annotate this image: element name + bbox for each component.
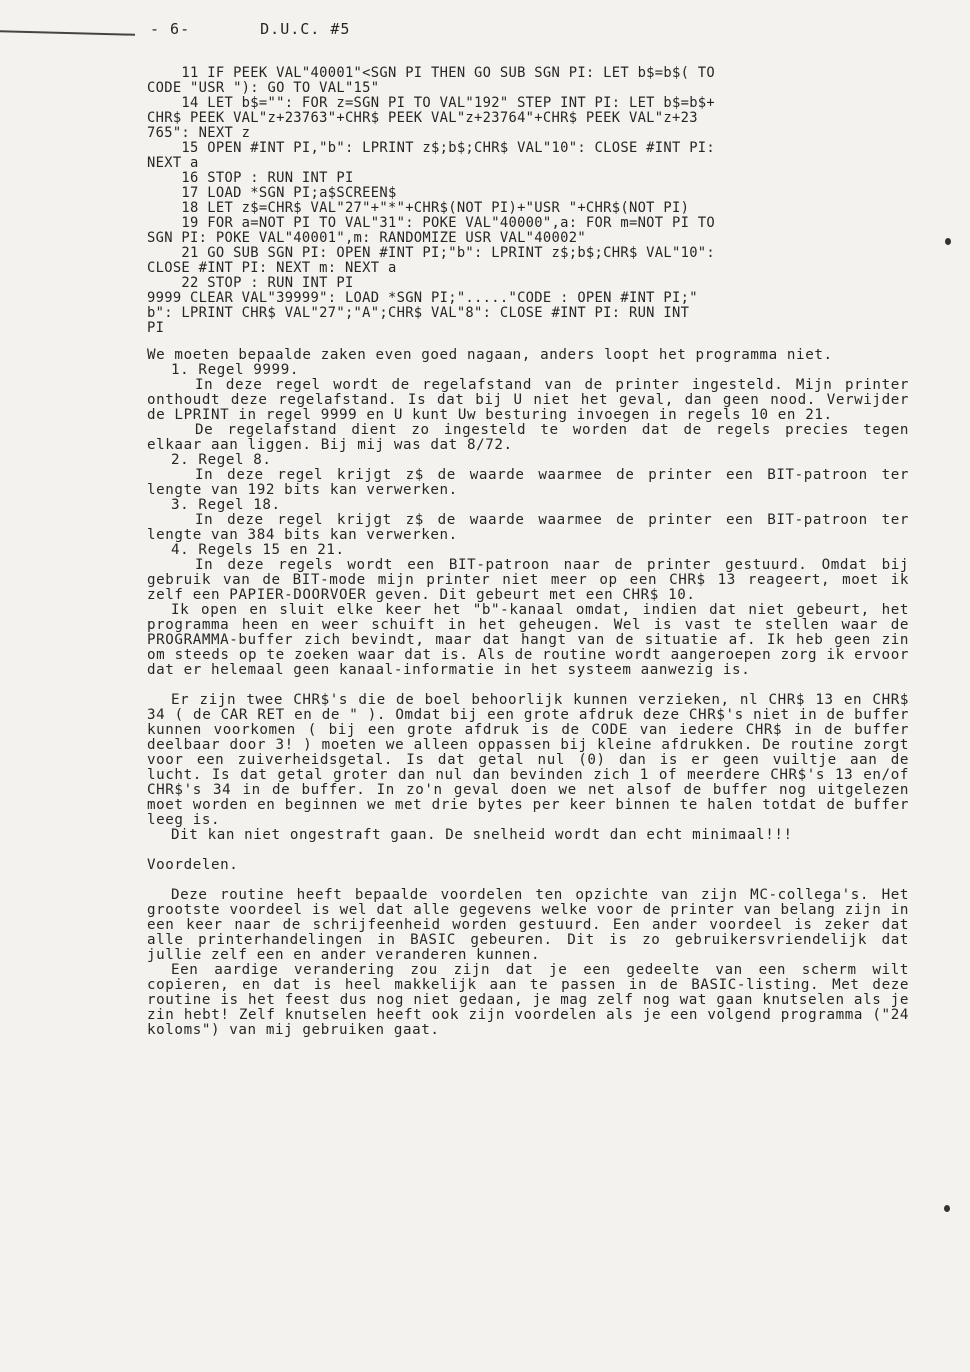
listing-line: 11 IF PEEK VAL"40001"<SGN PI THEN GO SUB SGN PI: LET b$=b$( TO [147,65,716,81]
paragraph: Er zijn twee CHR$'s die de boel behoorlijk kunnen verzieken, nl CHR$ 13 en CHR$ 34 ( de CAR RET en de " ). Omdat bij een grote afdruk deze CHR$'s niet in de buffer kunnen voorkomen ( bij een grote afdruk is de CODE van iedere CHR$ in de buffer deelbaar door 3! ) moeten we alleen oppassen bij kleine afdrukken. De routine zorgt voor een zuiverheidsgetal. Is dat getal nul (0) dan is er geen vuiltje aan de lucht. Is dat getal groter dan nul dan bevinden zich 1 of meerdere CHR$'s 13 en/of CHR$'s 34 in de buffer. In zo'n geval doen we net alsof de buffer nog uitgelezen moet worden en beginnen we met drie bytes per keer binnen te halen totdat de buffer leeg is. [147,692,909,828]
paragraph: In deze regels wordt een BIT-patroon naar de printer gestuurd. Omdat bij gebruik van de BIT-mode mijn printer niet meer op een CHR$ 13 reageert, moet ik zelf een PAPIER-DOORVOER geven. Dit gebeurt met een CHR$ 10. [147,557,909,603]
paragraph: Een aardige verandering zou zijn dat je een gedeelte van een scherm wilt copieren, en dat is heel makkelijk aan te passen in de BASIC-listing. Met deze routine is het feest dus nog niet gedaan, je mag zelf nog wat gaan knutselen als je zin hebt! Zelf knutselen heeft ook zijn voordelen als je een volgend programma ("24 koloms") van mij gebruiken gaat. [147,962,909,1038]
listing-line: 16 STOP : RUN INT PI [147,170,354,186]
paragraph: 2. Regel 8. [171,452,272,468]
paragraph: 4. Regels 15 en 21. [171,542,345,558]
article-body [147,348,909,1038]
listing-line: CLOSE #INT PI: NEXT m: NEXT a [147,260,397,276]
punch-hole [945,238,951,245]
paragraph: Dit kan niet ongestraft gaan. De snelheid wordt dan echt minimaal!!! [171,827,793,843]
listing-line: 21 GO SUB SGN PI: OPEN #INT PI;"b": LPRINT z$;b$;CHR$ VAL"10": [147,245,716,261]
listing-line: CHR$ PEEK VAL"z+23763"+CHR$ PEEK VAL"z+23764"+CHR$ PEEK VAL"z+23 [147,110,698,126]
listing-line: PI [147,320,165,336]
paragraph: De regelafstand dient zo ingesteld te worden dat de regels precies tegen elkaar aan liggen. Bij mij was dat 8/72. [147,422,909,453]
listing-line: 22 STOP : RUN INT PI [147,275,354,291]
listing-line: SGN PI: POKE VAL"40001",m: RANDOMIZE USR VAL"40002" [147,230,586,246]
listing-line: 19 FOR a=NOT PI TO VAL"31": POKE VAL"40000",a: FOR m=NOT PI TO [147,215,716,231]
listing-line: NEXT a [147,155,199,171]
listing-line: 15 OPEN #INT PI,"b": LPRINT z$;b$;CHR$ VAL"10": CLOSE #INT PI: [147,140,716,156]
paragraph: Deze routine heeft bepaalde voordelen ten opzichte van zijn MC-collega's. Het grootste voordeel is wel dat alle gegevens welke voor de printer van belang zijn in een keer naar de schrijfeenheid worden gestuurd. Een ander voordeel is zeker dat alle printerhandelingen in BASIC gebeuren. Dit is zo gebruikersvriendelijk dat jullie zelf een en ander veranderen kunnen. [147,887,909,963]
listing-line: 14 LET b$="": FOR z=SGN PI TO VAL"192" STEP INT PI: LET b$=b$+ [147,95,716,111]
listing-line: 765": NEXT z [147,125,251,141]
listing-line: 17 LOAD *SGN PI;a$SCREEN$ [147,185,397,201]
paragraph-spacer [147,843,909,858]
paragraph: 1. Regel 9999. [171,362,299,378]
paragraph: In deze regel krijgt z$ de waarde waarmee de printer een BIT-patroon ter lengte van 384 bits kan verwerken. [147,512,909,543]
listing-line: b": LPRINT CHR$ VAL"27";"A";CHR$ VAL"8": CLOSE #INT PI: RUN INT [147,305,690,321]
paragraph: Ik open en sluit elke keer het "b"-kanaal omdat, indien dat niet gebeurt, het programma heen en weer schuift in het geheugen. Wel is vast te stellen waar de PROGRAMMA-buffer zich bevindt, maar dat hangt van de situatie af. Ik heb geen zin om steeds op te zoeken waar dat is. Als de routine wordt aangeroepen zorg ik ervoor dat er helemaal geen kanaal-informatie in het systeem aanwezig is. [147,602,909,678]
page-header [150,20,350,38]
paragraph: In deze regel wordt de regelafstand van de printer ingesteld. Mijn printer onthoudt deze regelafstand. Is dat bij U niet het geval, dan geen nood. Verwijder de LPRINT in regel 9999 en U kunt Uw besturing invoegen in regels 10 en 21. [147,377,909,423]
listing-line: 9999 CLEAR VAL"39999": LOAD *SGN PI;"....."CODE : OPEN #INT PI;" [147,290,698,306]
listing-line: 18 LET z$=CHR$ VAL"27"+"*"+CHR$(NOT PI)+"USR "+CHR$(NOT PI) [147,200,690,216]
listing-line: CODE "USR "): GO TO VAL"15" [147,80,380,96]
paragraph-spacer [147,678,909,693]
paragraph-heading: Voordelen. [147,857,239,873]
basic-listing [147,66,917,336]
paragraph-heading: We moeten bepaalde zaken even goed nagaan, anders loopt het programma niet. [147,347,833,363]
punch-hole [944,1205,950,1212]
pen-stroke [0,30,135,36]
paragraph: 3. Regel 18. [171,497,281,513]
paragraph: In deze regel krijgt z$ de waarde waarmee de printer een BIT-patroon ter lengte van 192 bits kan verwerken. [147,467,909,498]
page-number: - 6- [150,20,191,38]
paragraph-spacer [147,873,909,888]
newsletter-title: D.U.C. #5 [260,20,351,38]
